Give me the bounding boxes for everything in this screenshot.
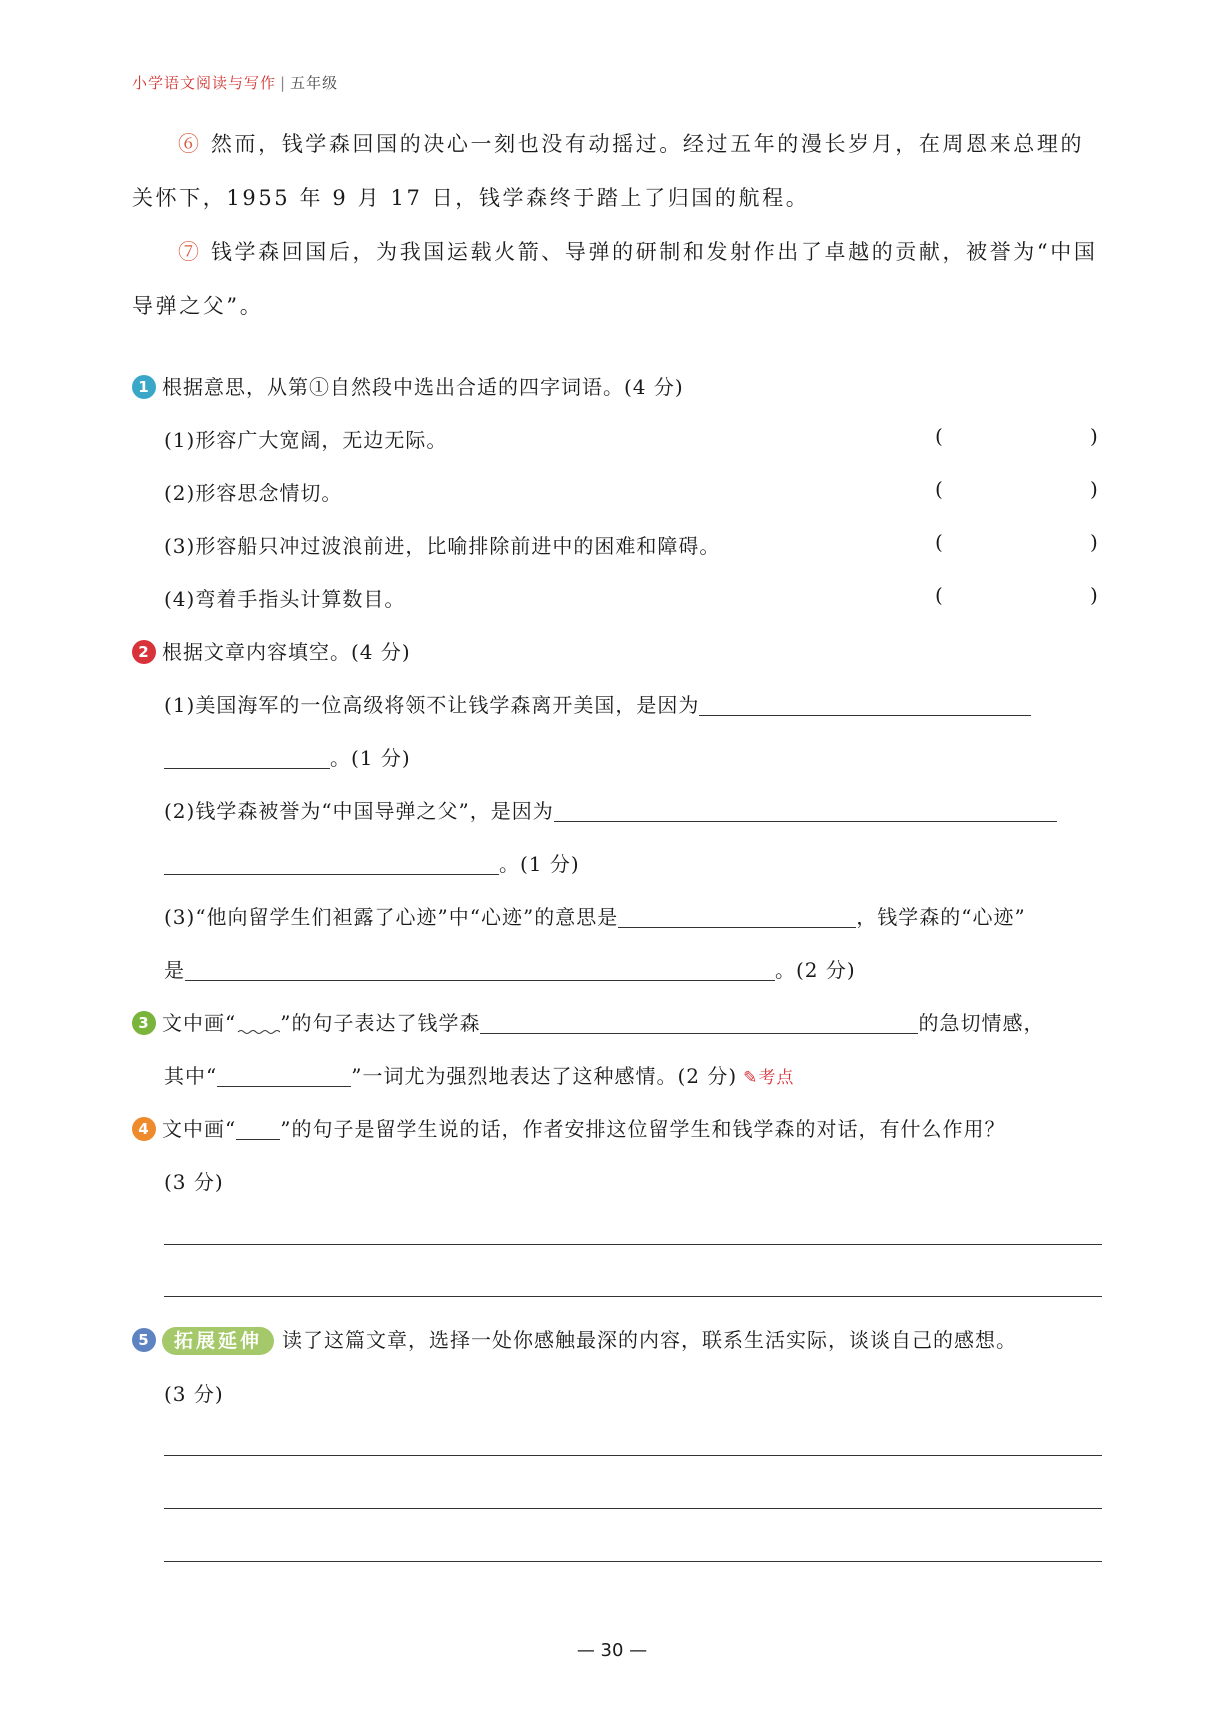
answer-line[interactable] — [164, 1455, 1102, 1456]
answer-paren-close: ) — [1090, 477, 1098, 501]
answer-paren-open: ( — [935, 424, 943, 448]
q2-item-3-cont — [164, 954, 856, 983]
paragraph-number: ⑦ — [178, 240, 202, 264]
question-text: 文中画“ — [162, 1011, 237, 1035]
q2-item-3-text: 是 — [164, 958, 185, 982]
paragraph-text: 钱学森回国后，为我国运载火箭、导弹的研制和发射作出了卓越的贡献，被誉为“中国导弹之父”。 — [132, 240, 1098, 318]
book-title: 小学语文阅读与写作 — [132, 74, 277, 92]
q1-item-4: (4)弯着手指头计算数目。 — [164, 587, 406, 611]
page-header: 小学语文阅读与写作 | 五年级 — [132, 74, 339, 92]
score-label: 。(1 分) — [330, 746, 411, 770]
question-2 — [132, 636, 411, 665]
question-text: 文中画“ — [162, 1117, 237, 1141]
score-label: (3 分) — [164, 1382, 224, 1406]
pencil-icon: ✎ — [743, 1068, 759, 1088]
paragraph-6 — [132, 117, 1102, 225]
question-number-badge: 1 — [132, 375, 156, 399]
question-text: 其中“ — [164, 1064, 218, 1088]
q1-item-1: (1)形容广大宽阔，无边无际。 — [164, 428, 448, 452]
q2-item-1 — [164, 689, 1031, 718]
question-3 — [132, 1007, 1044, 1036]
question-text: 根据文章内容填空。(4 分) — [162, 640, 411, 664]
question-1 — [132, 371, 684, 400]
q2-item-3-text: (3)“他向留学生们袒露了心迹”中“心迹”的意思是 — [164, 905, 619, 929]
answer-line[interactable] — [164, 1296, 1102, 1297]
question-number-badge: 4 — [132, 1117, 156, 1141]
q2-item-3 — [164, 901, 1026, 930]
page-number: — 30 — — [576, 1640, 648, 1661]
kaodian-text: 考点 — [758, 1068, 795, 1088]
question-text: 根据意思，从第①自然段中选出合适的四字词语。(4 分) — [162, 375, 684, 399]
answer-blank[interactable] — [480, 1011, 918, 1034]
q2-item-2-cont — [164, 848, 580, 877]
question-text: 的急切情感， — [918, 1011, 1045, 1035]
q2-item-3-text: ，钱学森的“心迹” — [856, 905, 1026, 929]
score-label: 。(2 分) — [775, 958, 856, 982]
q1-item-3: (3)形容船只冲过波浪前进，比喻排除前进中的困难和障碍。 — [164, 534, 721, 558]
question-text: 读了这篇文章，选择一处你感触最深的内容，联系生活实际，谈谈自己的感想。 — [282, 1328, 1018, 1352]
paragraph-7 — [132, 225, 1102, 333]
answer-blank[interactable] — [217, 1064, 351, 1087]
question-text: ”一词尤为强烈地表达了这种感情。(2 分) — [351, 1064, 738, 1088]
q2-item-2-text: (2)钱学森被誉为“中国导弹之父”，是因为 — [164, 799, 554, 823]
score-label: 。(1 分) — [499, 852, 580, 876]
answer-line[interactable] — [164, 1244, 1102, 1245]
q2-item-1-text: (1)美国海军的一位高级将领不让钱学森离开美国，是因为 — [164, 693, 700, 717]
question-5 — [132, 1324, 1017, 1355]
question-text: ”的句子是留学生说的话，作者安排这位留学生和钱学森的对话，有什么作用？ — [280, 1117, 1006, 1141]
question-4 — [132, 1113, 1005, 1142]
answer-blank[interactable] — [554, 799, 1057, 822]
kaodian-label — [743, 1063, 794, 1088]
answer-paren-close: ) — [1090, 424, 1098, 448]
q1-item-2: (2)形容思念情切。 — [164, 481, 343, 505]
q2-item-1-cont — [164, 742, 411, 771]
question-number-badge: 3 — [132, 1011, 156, 1035]
question-number-badge: 5 — [132, 1328, 156, 1352]
answer-blank[interactable] — [164, 852, 499, 875]
q2-item-2 — [164, 795, 1057, 824]
wavy-underline-mark — [236, 1016, 280, 1036]
answer-line[interactable] — [164, 1508, 1102, 1509]
answer-paren-close: ) — [1090, 530, 1098, 554]
paragraph-number: ⑥ — [178, 132, 202, 156]
answer-blank[interactable] — [618, 905, 856, 928]
paragraph-text: 然而，钱学森回国的决心一刻也没有动摇过。经过五年的漫长岁月，在周恩来总理的关怀下，1955 年 9 月 17 日，钱学森终于踏上了归国的航程。 — [132, 132, 1085, 210]
answer-paren-close: ) — [1090, 583, 1098, 607]
grade-label: 五年级 — [290, 74, 339, 92]
answer-blank[interactable] — [164, 746, 330, 769]
extension-tag: 拓展延伸 — [162, 1327, 274, 1355]
answer-blank[interactable] — [699, 693, 1031, 716]
answer-paren-open: ( — [935, 583, 943, 607]
answer-paren-open: ( — [935, 530, 943, 554]
straight-underline-mark — [236, 1119, 280, 1140]
question-number-badge: 2 — [132, 640, 156, 664]
question-3-cont — [164, 1060, 794, 1089]
answer-line[interactable] — [164, 1561, 1102, 1562]
score-label: (3 分) — [164, 1170, 224, 1194]
answer-blank[interactable] — [185, 958, 775, 981]
answer-paren-open: ( — [935, 477, 943, 501]
question-text: ”的句子表达了钱学森 — [280, 1011, 481, 1035]
